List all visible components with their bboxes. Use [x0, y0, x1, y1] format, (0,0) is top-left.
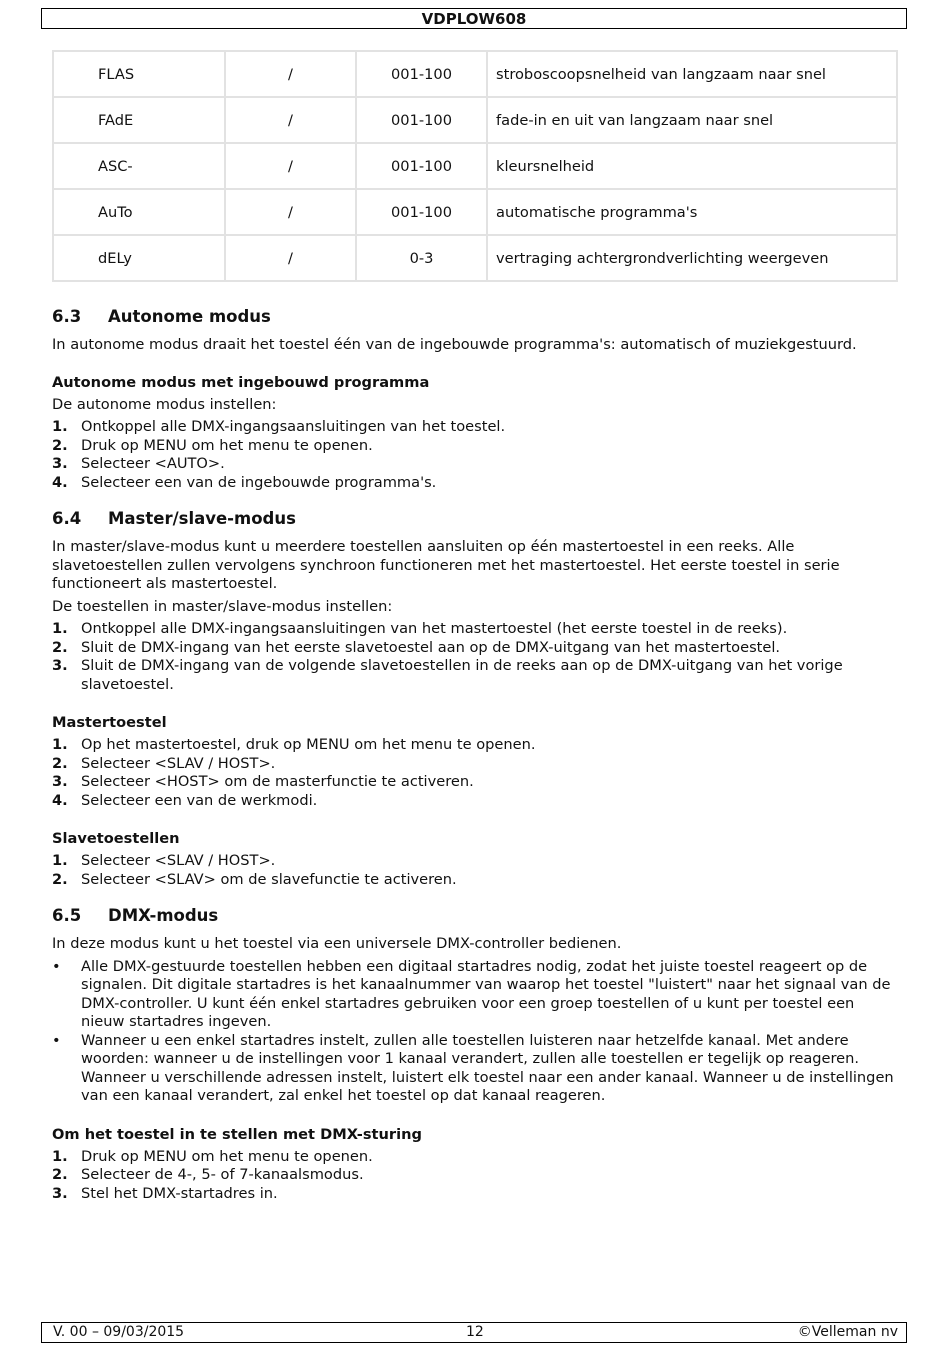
- param-unit: /: [225, 51, 356, 97]
- param-description: kleursnelheid: [487, 143, 897, 189]
- list-item: [52, 474, 898, 493]
- list-item: [52, 1148, 898, 1167]
- footer-copyright: ©Velleman nv: [797, 1324, 898, 1340]
- bullet-marker: •: [52, 1031, 61, 1049]
- section-6-4-lead: De toestellen in master/slave-modus instellen:: [52, 597, 393, 615]
- step-number: 2.: [52, 870, 68, 888]
- param-range: 001-100: [356, 143, 487, 189]
- table-row: [53, 143, 897, 189]
- footer-version: V. 00 – 09/03/2015: [53, 1324, 185, 1340]
- param-description: vertraging achtergrondverlichting weergeven: [487, 235, 897, 281]
- param-unit: /: [225, 143, 356, 189]
- step-number: 3.: [52, 657, 68, 674]
- param-range: 001-100: [356, 97, 487, 143]
- step-number: 4.: [52, 473, 68, 491]
- dmx-heading: Om het toestel in te stellen met DMX-sturing: [52, 1125, 422, 1143]
- param-range: 001-100: [356, 51, 487, 97]
- param-name: ASC-: [53, 143, 225, 189]
- list-item-text: Selecteer <SLAV> om de slavefunctie te activeren.: [81, 870, 457, 888]
- step-number: 1.: [52, 620, 68, 637]
- list-item-text: Ontkoppel alle DMX-ingangsaansluitingen van het mastertoestel (het eerste toestel in de reeks).: [81, 620, 788, 637]
- step-number: 2.: [52, 754, 68, 772]
- list-item-text: Selecteer <SLAV / HOST>.: [81, 754, 276, 772]
- param-unit: /: [225, 97, 356, 143]
- master-heading: Mastertoestel: [52, 714, 167, 731]
- step-number: 1.: [52, 418, 68, 435]
- list-item-text: Selecteer een van de werkmodi.: [81, 791, 318, 809]
- list-item-text: Sluit de DMX-ingang van het eerste slavetoestel aan op de DMX-uitgang van het mastertoestel.: [81, 638, 781, 656]
- list-item-text: Selecteer <SLAV / HOST>.: [81, 852, 276, 869]
- list-item-text: Op het mastertoestel, druk op MENU om het menu te openen.: [81, 736, 536, 753]
- table-row: [53, 235, 897, 281]
- section-6-3-heading: 6.3 Autonome modus: [52, 307, 271, 326]
- step-number: 3.: [52, 773, 68, 790]
- list-item: [52, 1032, 898, 1106]
- list-item: [52, 418, 898, 437]
- list-item: [52, 1185, 898, 1204]
- param-unit: /: [225, 189, 356, 235]
- param-unit: /: [225, 235, 356, 281]
- step-number: 2.: [52, 1166, 68, 1183]
- list-item: [52, 755, 898, 774]
- page-footer: [41, 1322, 907, 1343]
- bullet-marker: •: [52, 957, 61, 975]
- header-title: VDPLOW608: [41, 8, 907, 29]
- list-item: [52, 792, 898, 811]
- list-item-text: Ontkoppel alle DMX-ingangsaansluitingen van het toestel.: [81, 418, 506, 435]
- param-name: AuTo: [53, 189, 225, 235]
- list-item: [52, 657, 898, 694]
- step-number: 3.: [52, 1184, 68, 1202]
- list-item-text: Wanneer u een enkel startadres instelt, zullen alle toestellen luisteren naar hetzelfde kanaal. Met andere woorden: wanneer u de instellingen voor 1 kanaal verandert, zullen alle toestellen er tegelijk op reageren. Wanneer u verschillende adressen instelt, luistert elk toestel naar een ander kanaal. Wanneer u de instellingen van een kanaal verandert, zal enkel het toestel op dat kanaal reageren.: [81, 1031, 894, 1104]
- page-content: [52, 306, 898, 1203]
- param-range: 001-100: [356, 189, 487, 235]
- list-item-text: Sluit de DMX-ingang van de volgende slavetoestellen in de reeks aan op de DMX-uitgang van het vorige slavetoestel.: [81, 657, 843, 693]
- list-item: [52, 736, 898, 755]
- param-name: FAdE: [53, 97, 225, 143]
- param-name: dELy: [53, 235, 225, 281]
- list-item: [52, 958, 898, 1032]
- list-item-text: Selecteer <AUTO>.: [81, 455, 225, 472]
- section-6-3-steps: [52, 418, 898, 492]
- table-row: [53, 97, 897, 143]
- step-number: 2.: [52, 436, 68, 454]
- step-number: 4.: [52, 791, 68, 809]
- param-description: automatische programma's: [487, 189, 897, 235]
- list-item: [52, 620, 898, 639]
- list-item-text: Druk op MENU om het menu te openen.: [81, 436, 373, 454]
- section-6-3-subheading: Autonome modus met ingebouwd programma: [52, 373, 430, 391]
- param-name: FLAS: [53, 51, 225, 97]
- section-6-4-intro: In master/slave-modus kunt u meerdere toestellen aansluiten op één mastertoestel in een reeks. Alle slavetoestellen zullen vervolgens synchroon functioneren met het mastertoestel. Het eerste toestel in serie functioneert als mastertoestel.: [52, 538, 840, 592]
- step-number: 2.: [52, 638, 68, 656]
- list-item: [52, 773, 898, 792]
- section-6-4-steps: [52, 620, 898, 694]
- table-row: [53, 51, 897, 97]
- section-6-4-heading: 6.4 Master/slave-modus: [52, 509, 296, 528]
- section-6-5-heading: 6.5 DMX-modus: [52, 906, 219, 925]
- list-item-text: Selecteer een van de ingebouwde programma's.: [81, 473, 437, 491]
- section-6-5-intro: In deze modus kunt u het toestel via een universele DMX-controller bedienen.: [52, 935, 622, 952]
- list-item-text: Stel het DMX-startadres in.: [81, 1184, 278, 1202]
- parameter-table: [52, 50, 898, 282]
- section-6-3-intro: In autonome modus draait het toestel één van de ingebouwde programma's: automatisch of muziekgestuurd.: [52, 336, 857, 353]
- step-number: 1.: [52, 736, 68, 753]
- step-number: 3.: [52, 455, 68, 472]
- list-item-text: Alle DMX-gestuurde toestellen hebben een digitaal startadres nodig, zodat het juiste toestel reageert op de signalen. Dit digitale startadres is het kanaalnummer van waarop het toestel "luistert" naar het signaal van de DMX-controller. U kunt één enkel startadres gebruiken voor een groep toestellen of u kunt per toestel een nieuw startadres ingeven.: [81, 957, 891, 1030]
- list-item: [52, 1166, 898, 1185]
- dmx-steps: [52, 1148, 898, 1204]
- slave-steps: [52, 852, 898, 889]
- step-number: 1.: [52, 852, 68, 869]
- table-row: [53, 189, 897, 235]
- list-item: [52, 437, 898, 456]
- slave-heading: Slavetoestellen: [52, 830, 180, 847]
- list-item: [52, 852, 898, 871]
- list-item-text: Selecteer de 4-, 5- of 7-kanaalsmodus.: [81, 1166, 364, 1183]
- list-item-text: Selecteer <HOST> om de masterfunctie te activeren.: [81, 773, 474, 790]
- footer-page-number: 12: [466, 1324, 484, 1340]
- section-6-3-lead: De autonome modus instellen:: [52, 395, 277, 413]
- list-item: [52, 871, 898, 890]
- param-description: stroboscoopsnelheid van langzaam naar snel: [487, 51, 897, 97]
- param-description: fade-in en uit van langzaam naar snel: [487, 97, 897, 143]
- list-item: [52, 639, 898, 658]
- list-item-text: Druk op MENU om het menu te openen.: [81, 1147, 373, 1165]
- param-range: 0-3: [356, 235, 487, 281]
- step-number: 1.: [52, 1147, 68, 1165]
- section-6-5-bullets: [52, 958, 898, 1106]
- list-item: [52, 455, 898, 474]
- master-steps: [52, 736, 898, 810]
